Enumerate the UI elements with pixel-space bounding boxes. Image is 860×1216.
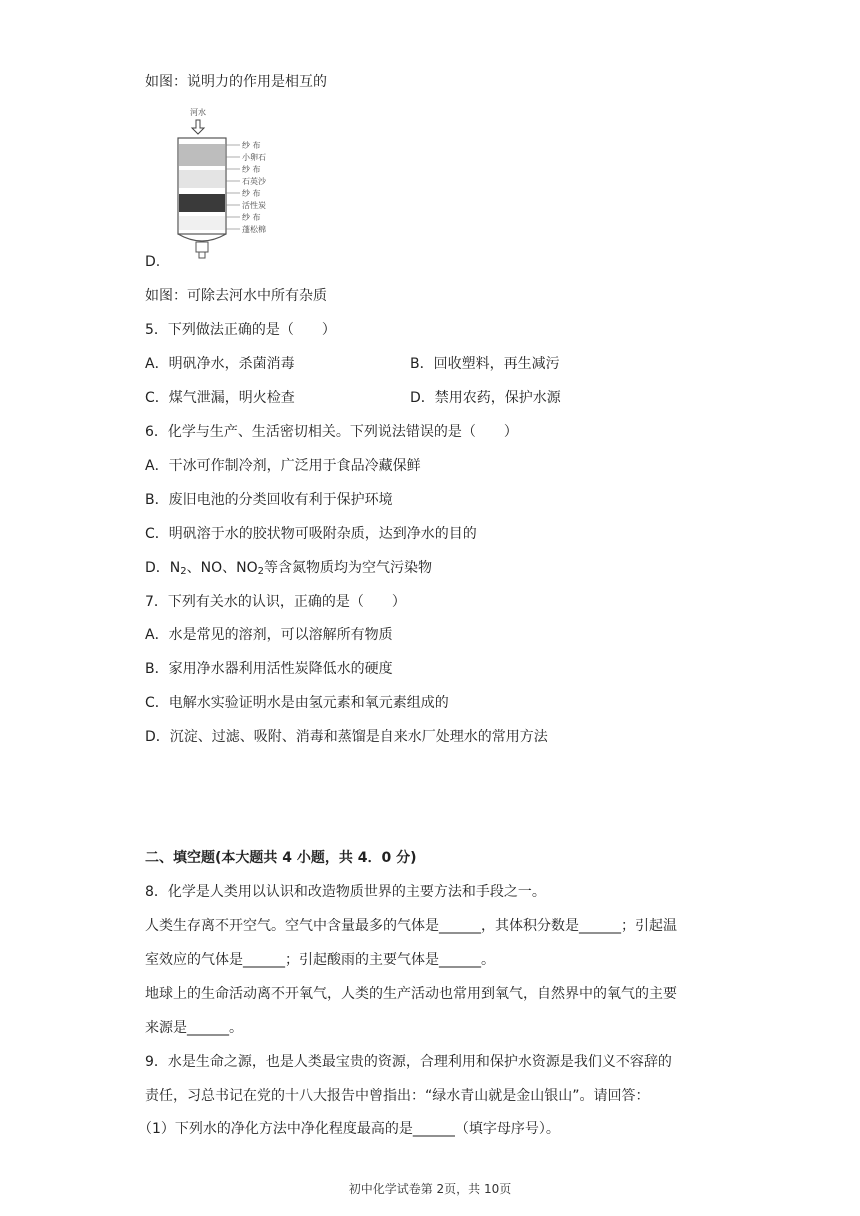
q8-line: 地球上的生命活动离不开氧气，人类的生产活动也常用到氧气，自然界中的氧气的主要 xyxy=(145,986,677,1002)
q7-option-d: D．沉淀、过滤、吸附、消毒和蒸馏是自来水厂处理水的常用方法 xyxy=(145,729,548,745)
q6-option-c: C．明矾溶于水的胶状物可吸附杂质，达到净水的目的 xyxy=(145,526,477,542)
fig-layer-label: 蓬松棉 xyxy=(242,225,266,234)
option-d-caption: 如图：可除去河水中所有杂质 xyxy=(145,288,327,304)
q7-option-c: C．电解水实验证明水是由氢元素和氧元素组成的 xyxy=(145,695,449,711)
page-footer: 初中化学试卷第 2页，共 10页 xyxy=(348,1182,512,1196)
section-heading: 二、填空题(本大题共 4 小题，共 4．0 分) xyxy=(145,850,417,866)
fig-layer-label: 纱 布 xyxy=(242,141,261,150)
water-filter-figure xyxy=(172,106,292,262)
q9-line: 责任，习总书记在党的十八大报告中曾指出：“绿水青山就是金山银山”。请回答： xyxy=(145,1088,650,1104)
q7-stem: 7．下列有关水的认识，正确的是（ ） xyxy=(145,594,406,610)
q5-option-b: B．回收塑料，再生减污 xyxy=(410,356,560,372)
q6-option-b: B．废旧电池的分类回收有利于保护环境 xyxy=(145,492,393,508)
fig-layer-label: 纱 布 xyxy=(242,189,261,198)
option-d-letter: D. xyxy=(145,254,161,270)
q9-line: 9．水是生命之源，也是人类最宝贵的资源，合理利用和保护水资源是我们义不容辞的 xyxy=(145,1054,672,1070)
q6-stem: 6．化学与生产、生活密切相关。下列说法错误的是（ ） xyxy=(145,424,518,440)
fig-layer-label: 石英沙 xyxy=(242,177,266,186)
option-c-caption: 如图：说明力的作用是相互的 xyxy=(145,74,327,90)
q5-option-c: C．煤气泄漏，明火检查 xyxy=(145,390,295,406)
fig-layer-label: 小卵石 xyxy=(242,153,266,162)
q5-stem: 5．下列做法正确的是（ ） xyxy=(145,322,336,338)
q8-line: 人类生存离不开空气。空气中含量最多的气体是______，其体积分数是______；引起温 xyxy=(145,918,677,934)
q5-option-d: D．禁用农药，保护水源 xyxy=(410,390,561,406)
fig-layer-label: 纱 布 xyxy=(242,213,261,222)
q8-line: 室效应的气体是______；引起酸雨的主要气体是______。 xyxy=(145,952,495,968)
q8-line: 来源是______。 xyxy=(145,1020,243,1036)
q6-option-a: A．干冰可作制冷剂，广泛用于食品冷藏保鲜 xyxy=(145,458,421,474)
fig-layer-label: 活性炭 xyxy=(242,201,266,210)
fig-layer-label: 纱 布 xyxy=(242,165,261,174)
q8-stem: 8．化学是人类用以认识和改造物质世界的主要方法和手段之一。 xyxy=(145,884,546,900)
q9-line: （1）下列水的净化方法中净化程度最高的是______（填字母序号）。 xyxy=(138,1121,560,1137)
q5-option-a: A．明矾净水，杀菌消毒 xyxy=(145,356,295,372)
fig-inlet-label: 河水 xyxy=(190,108,206,117)
q7-option-b: B．家用净水器利用活性炭降低水的硬度 xyxy=(145,661,393,677)
q7-option-a: A．水是常见的溶剂，可以溶解所有物质 xyxy=(145,627,393,643)
q6-option-d: D．$N_2$、NO、$NO_2$等含氮物质均为空气污染物 xyxy=(145,560,432,577)
